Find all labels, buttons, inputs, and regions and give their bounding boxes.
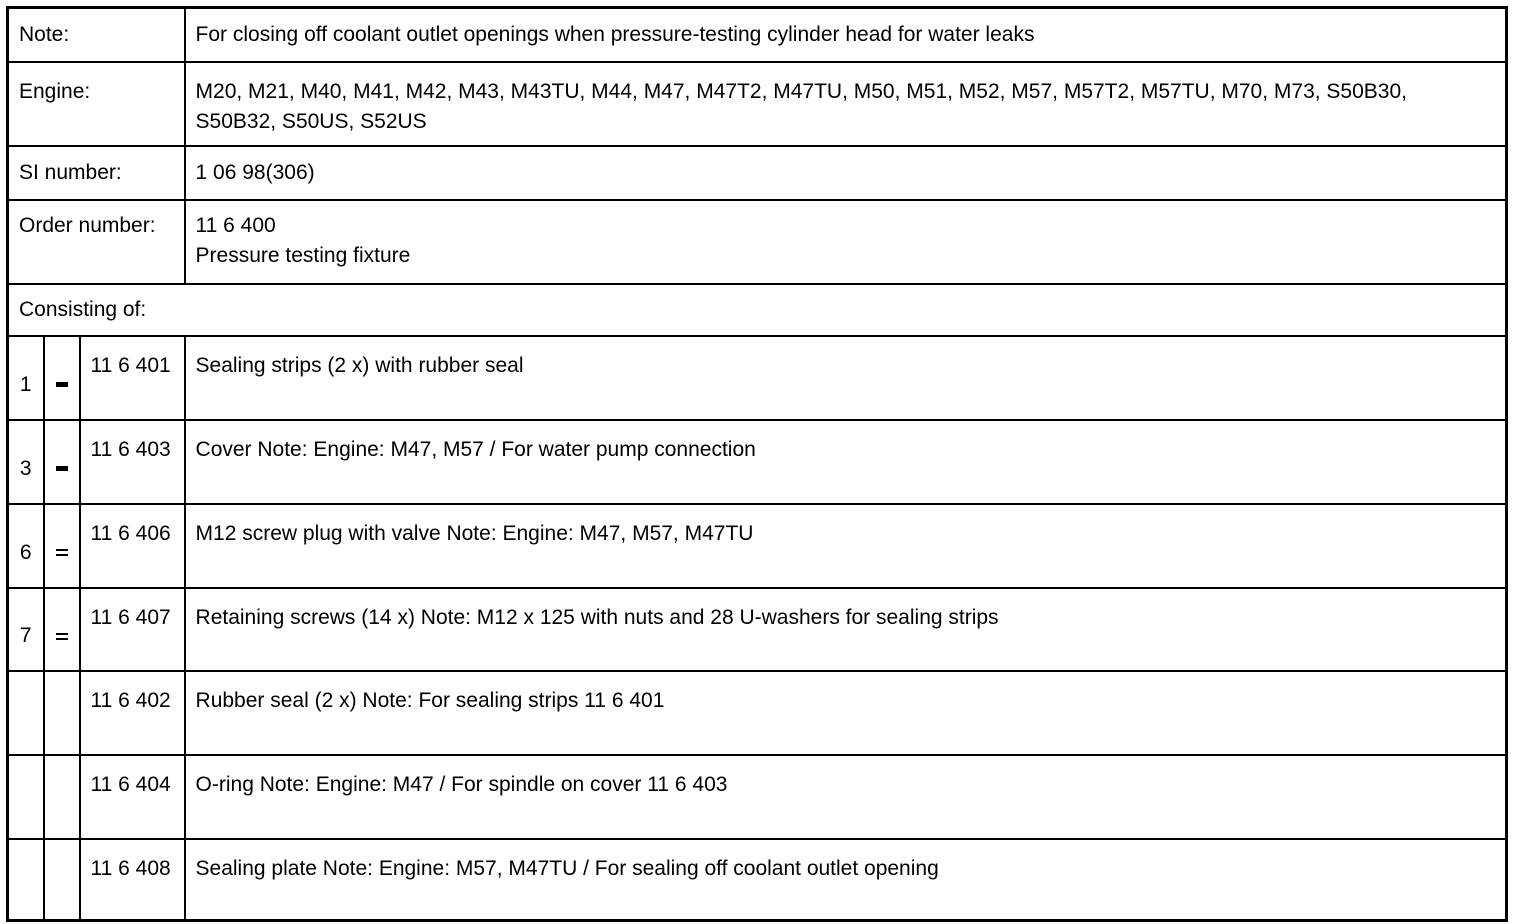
part-row <box>8 839 1507 921</box>
consisting-of-row <box>8 284 1507 336</box>
part-code: 11 6 402 <box>80 671 185 755</box>
solid-bar-icon <box>56 382 68 387</box>
si-number-value: 1 06 98(306) <box>185 146 1507 200</box>
part-index <box>8 671 44 755</box>
part-row <box>8 671 1507 755</box>
note-value: For closing off coolant outlet openings when pressure-testing cylinder head for water leaks <box>185 8 1507 62</box>
part-index: 3 <box>8 420 44 504</box>
consisting-of-label: Consisting of: <box>8 284 1507 336</box>
part-code: 11 6 406 <box>80 504 185 588</box>
part-description: Sealing plate Note: Engine: M57, M47TU / For sealing off coolant outlet opening <box>185 839 1507 921</box>
order-number-row <box>8 200 1507 284</box>
part-row <box>8 420 1507 504</box>
part-description: Rubber seal (2 x) Note: For sealing strips 11 6 401 <box>185 671 1507 755</box>
part-row <box>8 755 1507 839</box>
engine-row <box>8 62 1507 146</box>
part-code: 11 6 408 <box>80 839 185 921</box>
order-number-value <box>185 200 1507 284</box>
part-mark <box>44 839 80 921</box>
engine-label: Engine: <box>8 62 185 146</box>
order-number-code: 11 6 400 <box>195 213 276 237</box>
part-code: 11 6 401 <box>80 336 185 420</box>
order-number-description: Pressure testing fixture <box>195 243 411 267</box>
part-mark <box>44 504 80 588</box>
part-row <box>8 504 1507 588</box>
part-description: Sealing strips (2 x) with rubber seal <box>185 336 1507 420</box>
part-row <box>8 588 1507 671</box>
part-code: 11 6 404 <box>80 755 185 839</box>
part-index <box>8 755 44 839</box>
part-mark <box>44 588 80 671</box>
double-bar-icon <box>56 633 68 640</box>
special-tool-spec-table <box>6 6 1508 922</box>
part-code: 11 6 403 <box>80 420 185 504</box>
note-label: Note: <box>8 8 185 62</box>
part-mark <box>44 755 80 839</box>
part-description: Retaining screws (14 x) Note: M12 x 125 with nuts and 28 U-washers for sealing strips <box>185 588 1507 671</box>
part-index: 6 <box>8 504 44 588</box>
solid-bar-icon <box>56 466 68 471</box>
part-row <box>8 336 1507 420</box>
order-number-label: Order number: <box>8 200 185 284</box>
part-code: 11 6 407 <box>80 588 185 671</box>
si-number-label: SI number: <box>8 146 185 200</box>
engine-value: M20, M21, M40, M41, M42, M43, M43TU, M44, M47, M47T2, M47TU, M50, M51, M52, M57, M57T2, M57TU, M70, M73, S50B30, S50B32, S50US, S52US <box>185 62 1507 146</box>
part-mark <box>44 336 80 420</box>
part-index <box>8 839 44 921</box>
part-index: 1 <box>8 336 44 420</box>
part-description: Cover Note: Engine: M47, M57 / For water pump connection <box>185 420 1507 504</box>
part-mark <box>44 671 80 755</box>
part-description: M12 screw plug with valve Note: Engine: M47, M57, M47TU <box>185 504 1507 588</box>
part-index: 7 <box>8 588 44 671</box>
part-mark <box>44 420 80 504</box>
note-row <box>8 8 1507 62</box>
si-number-row <box>8 146 1507 200</box>
double-bar-icon <box>56 549 68 556</box>
part-description: O-ring Note: Engine: M47 / For spindle on cover 11 6 403 <box>185 755 1507 839</box>
